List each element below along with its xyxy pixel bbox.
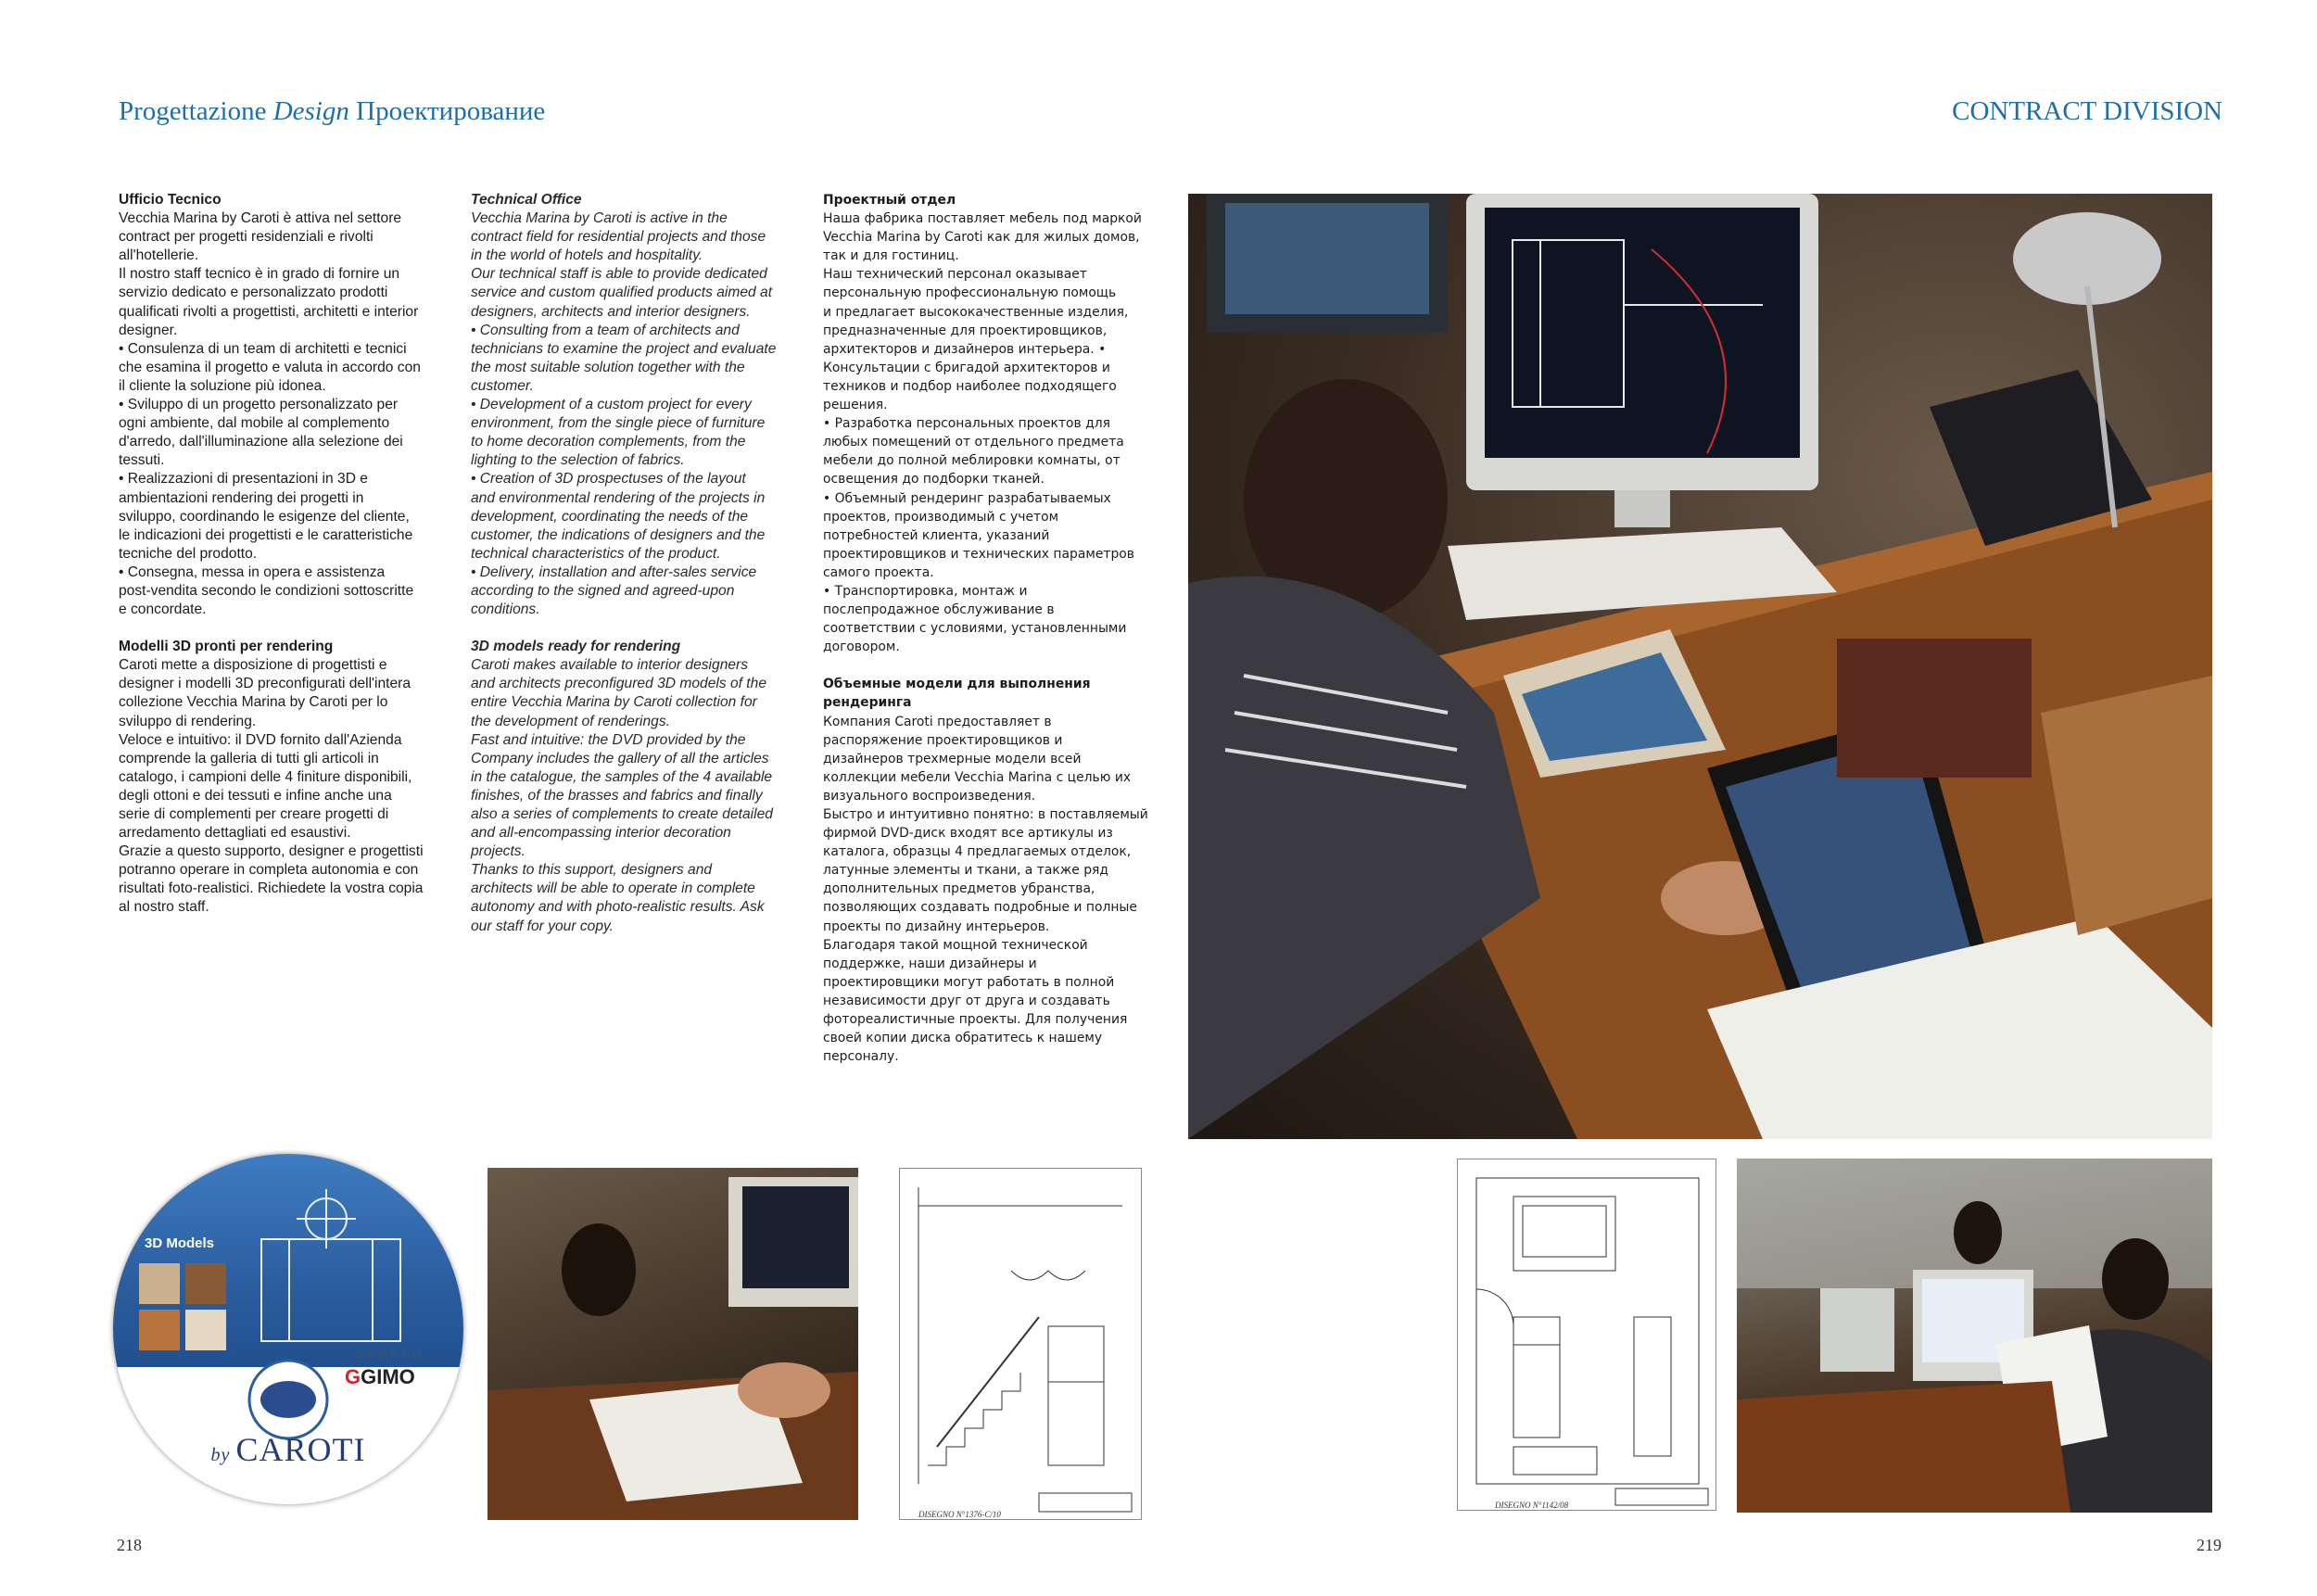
text-line: • Разработка персональных проектов для [823,416,1110,432]
text-line: персоналу. [823,1049,899,1065]
english-heading-2: 3D models ready for rendering [471,639,681,655]
text-line: Il nostro staff tecnico è in grado di fornire un [119,266,400,283]
text-line: персональную профессиональную помощь [823,285,1117,301]
russian-paragraph-2 [823,713,1175,1067]
worker-2-head [1954,1201,2002,1264]
text-line: послепродажное обслуживание в [823,602,1055,618]
text-line: lighting to the selection of fabrics. [471,452,685,469]
text-line: решения. [823,398,888,413]
text-line: и предлагает высококачественные изделия, [823,304,1129,320]
text-line: entire Vecchia Marina by Caroti collection for [471,694,757,711]
text-line: Fast and intuitive: the DVD provided by the [471,731,746,748]
text-line: каталога, образцы 4 предлагаемых отделок, [823,844,1132,860]
disc-3d-models-label: 3D Models [145,1235,215,1251]
drawing-2-caption: DISEGNO N°1142/08 [1495,1501,1569,1510]
text-line: post-vendita secondo le condizioni sottoscritte [119,582,414,599]
text-line: designer. [119,322,178,338]
text-line: так и для гостиниц. [823,248,959,264]
text-line: • Consegna, messa in opera e assistenza [119,564,386,580]
hand-1 [738,1362,830,1418]
dvd-disc [113,1154,463,1504]
laptop-screen [1225,203,1429,314]
text-line: предназначенные для проектировщиков, [823,323,1108,338]
text-line: il cliente la soluzione più idonea. [119,377,326,394]
text-line: соответствии с условиями, установленными [823,621,1127,637]
text-line: le indicazioni dei progettisti e le caratteristiche [119,526,413,543]
monitor-stand [1614,490,1670,527]
technical-drawing-1 [899,1168,1142,1520]
text-line: contract field for residential projects and those [471,229,766,246]
text-line: • Consulenza di un team di architetti e tecnici [119,340,407,357]
text-line: potranno operare in completa autonomia e con [119,862,419,879]
text-line: Vecchia Marina by Caroti è attiva nel settore [119,210,402,227]
italian-column [119,191,452,918]
text-line: al nostro staff. [119,899,209,916]
text-line: • Consulting from a team of architects and [471,322,740,338]
italian-paragraph-2 [119,656,452,917]
text-line: Благодаря такой мощной технической [823,937,1088,953]
text-line: serie di complementi per creare progetti di [119,806,389,822]
text-line: che esamina il progetto e valuta in accordo con [119,359,421,375]
text-line: conditions. [471,602,540,618]
text-line: customer. [471,377,534,394]
text-line: освещения до подборки тканей. [823,472,1045,488]
text-line: sviluppo di rendering. [119,713,257,729]
text-line: архитекторов и дизайнеров интерьера. • [823,341,1107,357]
text-line: according to the signed and agreed-upon [471,582,735,599]
desk-2 [1737,1381,2070,1513]
text-line: servizio dedicato e personalizzato prodotti [119,285,388,301]
russian-paragraph-1 [823,209,1175,656]
text-line: договором. [823,640,900,655]
text-line: фирмой DVD-диск входят все артикулы из [823,826,1113,842]
monitor-3 [1820,1288,1894,1372]
text-line: • Creation of 3D prospectuses of the layout [471,471,746,488]
russian-heading-2b: рендеринга [823,695,912,711]
gimo-logo: GGIMO [345,1365,415,1388]
section-title [119,96,545,127]
text-line: Caroti mette a disposizione di progettisti e [119,657,387,674]
text-line: Veloce e intuitivo: il DVD fornito dall'Azienda [119,731,402,748]
main-photo-illustration [1188,194,2212,1139]
text-line: Vecchia Marina by Caroti is active in the [471,210,728,227]
italian-heading-2: Modelli 3D pronti per rendering [119,639,334,655]
text-line: projects. [471,843,525,860]
text-line: the most suitable solution together with the [471,359,745,375]
text-line: визуального воспроизведения. [823,788,1036,804]
russian-column [823,191,1175,1066]
text-line: catalogo, i campioni delle 4 finiture disponibili, [119,768,412,785]
worker-3-head [2102,1238,2169,1320]
text-line: designers, architects and interior designers. [471,303,751,320]
text-line: фотореалистичные проекты. Для получения [823,1012,1128,1028]
technical-drawing-2 [1457,1159,1716,1511]
drawing-1-caption: DISEGNO N°1376-C/10 [918,1510,1001,1519]
text-line: risultati foto-realistici. Richiedete la vostra copia [119,880,424,897]
text-line: распоряжение проектировщиков и [823,732,1063,748]
text-line: designer i modelli 3D preconfigurati dell'intera [119,676,411,692]
text-line: e concordate. [119,602,207,618]
text-line: дизайнеров трехмерные модели всей [823,751,1082,766]
text-line: autonomy and with photo-realistic results. Ask [471,899,765,916]
text-line: Компания Caroti предоставляет в [823,714,1052,729]
monitor-1-screen [742,1186,849,1288]
text-line: ogni ambiente, dal mobile al complemento [119,415,390,432]
text-line: проектов, производимый с учетом [823,509,1059,525]
vecchia-marina-seal-icon [260,1381,316,1418]
text-line: независимости друг от друга и создавать [823,993,1110,1008]
photo-office-2 [1737,1159,2212,1513]
text-line: дополнительных предметов убранства, [823,881,1095,897]
title-italian: Progettazione [119,96,267,126]
title-design: Design [272,96,349,126]
text-line: Company includes the gallery of all the articles [471,750,769,766]
text-line: also a series of complements to create detailed [471,806,773,822]
text-line: development, coordinating the needs of the [471,508,749,525]
english-paragraph-1 [471,209,804,619]
text-line: латунные элементы и ткани, а также ряд [823,863,1108,879]
text-line: проектировщиков и технических параметров [823,546,1134,562]
text-line: customer, the indications of designers and the [471,526,766,543]
text-line: своей копии диска обратитесь к нашему [823,1031,1103,1046]
text-line: and architects preconfigured 3D models of the [471,676,766,692]
disc-thumb-1 [139,1263,180,1304]
text-line: Консультации с бригадой архитекторов и [823,360,1110,375]
worker-head [562,1223,636,1316]
staircase-drawing [900,1169,1141,1519]
text-line: and environmental rendering of the projects in [471,489,766,506]
text-line: environment, from the single piece of furniture [471,415,766,432]
text-line: самого проекта. [823,564,934,580]
text-line: finishes, of the brasses and fabrics and finally [471,787,763,804]
text-line: позволяющих создавать подробные и полные [823,900,1137,916]
text-line: contract per progetti residenziali e rivolti [119,229,374,246]
main-photo-designer [1188,194,2212,1139]
italian-heading-1: Ufficio Tecnico [119,192,222,208]
text-line: arredamento dettagliati ed esaustivi. [119,825,351,842]
text-line: our staff for your copy. [471,918,614,934]
text-line: Grazie a questo supporto, designer e progettisti [119,843,424,860]
text-line: tecniche del prodotto. [119,545,258,562]
disc-gruppo-label: GRUPPO [356,1350,426,1360]
text-line: • Sviluppo di un progetto personalizzato per [119,397,399,413]
text-line: • Development of a custom project for every [471,397,752,413]
page-number-right: 219 [2197,1536,2222,1554]
disc-thumb-3 [139,1310,180,1350]
english-paragraph-2 [471,656,804,935]
division-title: CONTRACT DIVISION [1952,96,2222,126]
text-line: Быстро и интуитивно понятно: в поставляемый [823,807,1148,822]
text-line: Наш технический персонал оказывает [823,267,1087,283]
italian-paragraph-1 [119,209,452,619]
text-line: the development of renderings. [471,713,670,729]
page-number-left: 218 [117,1536,142,1554]
text-line: Our technical staff is able to provide dedicated [471,266,767,283]
wood-box [1837,639,2032,778]
disc-thumb-2 [185,1263,226,1304]
text-line: d'arredo, dall'illuminazione alla selezione dei [119,434,403,450]
text-line: all'hotellerie. [119,247,199,264]
floorplan-drawing [1458,1159,1716,1510]
text-line: проектировщики могут работать в полной [823,974,1115,990]
text-line: to home decoration complements, from the [471,434,746,450]
text-line: • Realizzazioni di presentazioni in 3D e [119,471,368,488]
text-line: поддержке, наши дизайнеры и [823,956,1037,971]
text-line: мебели до полной меблировки комнаты, от [823,453,1121,469]
text-line: technical characteristics of the product. [471,545,721,562]
text-line: • Объемный рендеринг разрабатываемых [823,490,1111,506]
caroti-logo: by CAROTI [210,1431,366,1468]
text-line: Наша фабрика поставляет мебель под маркой [823,211,1142,227]
disc-ship-wheel-icon [261,1189,400,1341]
text-line: sviluppo, coordinando le esigenze del cliente, [119,508,410,525]
text-line: degli ottoni e dei tessuti e infine anche una [119,787,392,804]
text-line: Thanks to this support, designers and [471,862,713,879]
text-line: потребностей клиента, указаний [823,527,1050,543]
text-line: техников и подбор наиболее подходящего [823,378,1117,394]
office-2-illustration [1737,1159,2212,1513]
text-line: tessuti. [119,452,165,469]
photo-office-1 [487,1168,858,1520]
text-line: любых помещений от отдельного предмета [823,435,1124,450]
russian-heading-1: Проектный отдел [823,193,956,208]
office-1-illustration [487,1168,858,1520]
russian-heading-2a: Объемные модели для выполнения [823,677,1091,692]
english-heading-1: Technical Office [471,192,582,208]
text-line: проекты по дизайну интерьеров. [823,918,1050,934]
text-line: in the catalogue, the samples of the 4 available [471,768,773,785]
text-line: • Транспортировка, монтаж и [823,583,1028,599]
english-column [471,191,804,936]
disc-thumb-4 [185,1310,226,1350]
text-line: architects will be able to operate in complete [471,880,755,897]
title-russian: Проектирование [356,96,546,126]
monitor-screen [1485,208,1800,458]
text-line: technicians to examine the project and evaluate [471,340,777,357]
text-line: ambientazioni rendering dei progetti in [119,489,364,506]
text-line: Caroti makes available to interior designers [471,657,749,674]
text-line: service and custom qualified products aimed at [471,285,773,301]
text-line: and all-encompassing interior decoration [471,825,731,842]
text-line: коллекции мебели Vecchia Marina с целью их [823,769,1132,785]
text-line: qualificati rivolti a progettisti, architetti e interior [119,303,419,320]
text-line: collezione Vecchia Marina by Caroti per lo [119,694,388,711]
text-line: in the world of hotels and hospitality. [471,247,703,264]
text-line: Vecchia Marina by Caroti как для жилых домов, [823,230,1140,246]
text-line: comprende la galleria di tutti gli articoli in [119,750,379,766]
text-line: • Delivery, installation and after-sales service [471,564,757,580]
